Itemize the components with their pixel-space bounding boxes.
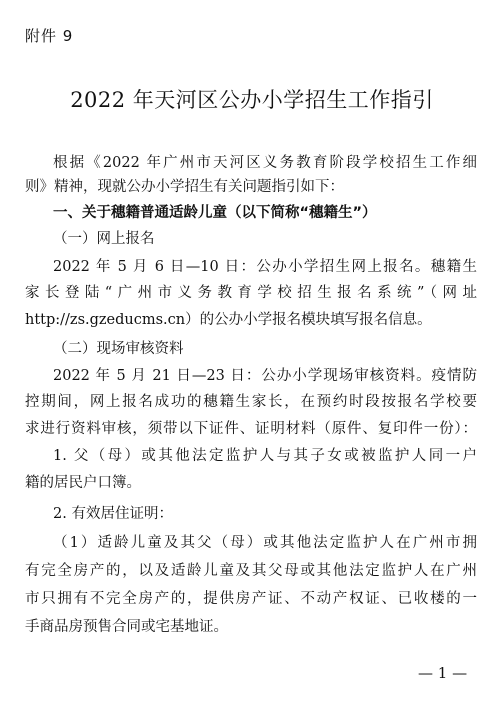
paragraph-line: 1. 父（母）或其他法定监护人与其子女或被监护人同一户	[53, 448, 477, 464]
document-title: 2022 年天河区公办小学招生工作指引	[70, 88, 434, 112]
paragraph-line: 2022 年 5 月 6 日—10 日：公办小学招生网上报名。穗籍生	[53, 259, 477, 275]
paragraph-line: 手商品房预售合同或宅基地证。	[25, 619, 228, 635]
annex-label: 附件 9	[25, 27, 74, 45]
paragraph-line: 籍的居民户口簿。	[25, 475, 141, 491]
page-number: — 1 —	[418, 664, 468, 682]
paragraph-line: 求进行资料审核，须带以下证件、证明材料（原件、复印件一份）：	[25, 421, 477, 437]
paragraph-line: http://zs.gzeducms.cn）的公办小学报名模块填写报名信息。	[25, 312, 432, 328]
paragraph-line: 家长登陆“广州市义务教育学校招生报名系统”（网址	[25, 285, 477, 301]
paragraph-line: （1）适龄儿童及其父（母）或其他法定监护人在广州市拥	[53, 535, 477, 551]
subsection-heading: （一）网上报名	[53, 231, 155, 247]
section-heading: 一、关于穗籍普通适龄儿童（以下简称“穗籍生”）	[53, 205, 377, 221]
paragraph-line: 2. 有效居住证明：	[53, 506, 173, 522]
paragraph-line: 则》精神，现就公办小学招生有关问题指引如下：	[25, 179, 344, 195]
paragraph-line: 市只拥有不完全房产的，提供房产证、不动产权证、已收楼的一	[25, 591, 477, 607]
paragraph-line: 2022 年 5 月 21 日—23 日：公办小学现场审核资料。疫情防	[53, 368, 477, 384]
paragraph-line: 根据《2022 年广州市天河区义务教育阶段学校招生工作细	[53, 155, 477, 171]
paragraph-line: 有完全房产的，以及适龄儿童及其父母或其他法定监护人在广州	[25, 563, 477, 579]
paragraph-line: 控期间，网上报名成功的穗籍生家长，在预约时段按报名学校要	[25, 394, 477, 410]
subsection-heading: （二）现场审核资料	[53, 341, 184, 357]
